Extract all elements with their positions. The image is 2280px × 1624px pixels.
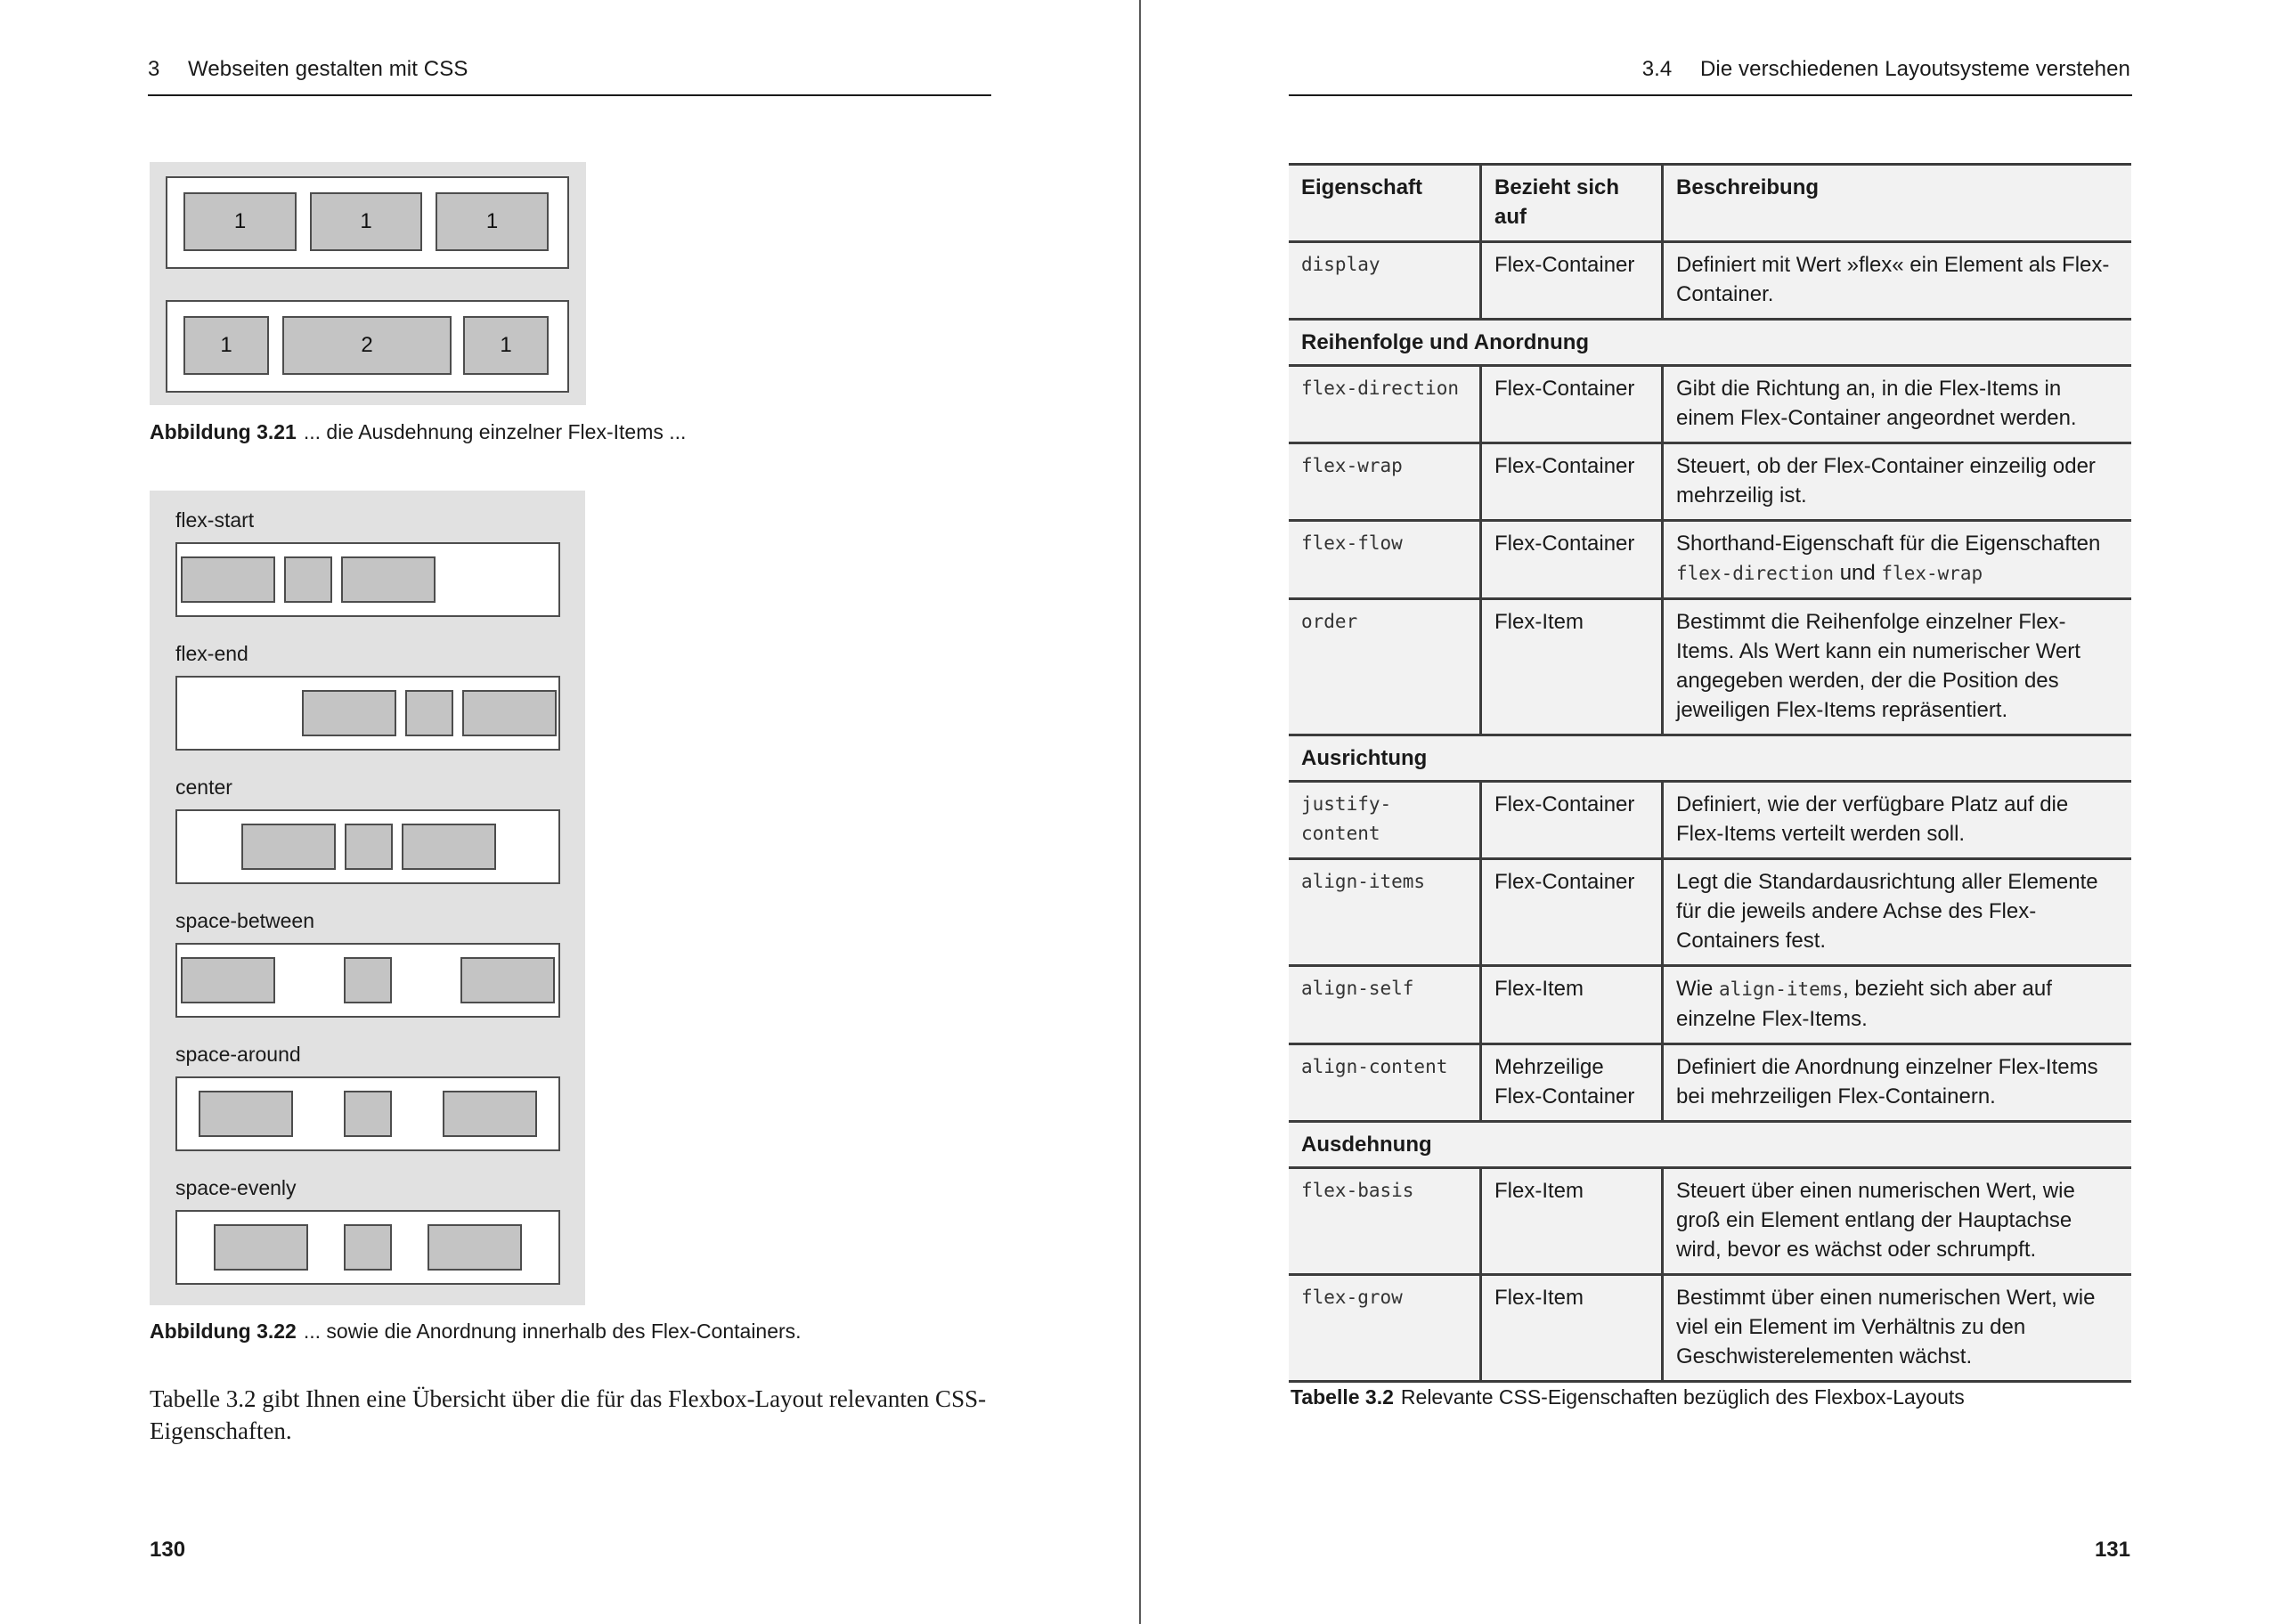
table-section-row [1289,735,2131,782]
applies-to-cell: Flex-Item [1481,1275,1663,1382]
table-row [1289,859,2131,966]
description-cell [1663,966,2132,1044]
page-number: 131 [2094,1538,2130,1562]
header-rule [1289,94,2132,96]
flex-container-mixed-grow [166,300,569,393]
flex-item: 1 [463,316,549,375]
section-title: Die verschiedenen Layoutsysteme verstehen [1699,57,2130,81]
property-cell: flex-flow [1289,521,1481,599]
table-row [1289,1168,2131,1275]
flex-item [402,824,496,870]
table-caption [1291,1385,1965,1409]
flex-item [302,690,396,736]
flex-container-space-evenly [175,1210,560,1285]
flex-item [460,957,555,1003]
table-header-row [1289,165,2131,242]
applies-to-cell: Flex-Container [1481,859,1663,966]
description-cell: Definiert, wie der verfügbare Platz auf die Flex-Items verteilt werden soll. [1663,782,2132,859]
applies-to-cell: Flex-Item [1481,966,1663,1044]
figure-caption-3-22 [150,1320,802,1344]
flex-container-space-around [175,1076,560,1151]
table-row [1289,599,2131,735]
property-cell: display [1289,242,1481,320]
column-header: Bezieht sich auf [1481,165,1663,242]
description-cell: Bestimmt über einen numerischen Wert, wie viel ein Element im Verhältnis zu den Geschwisterelementen wächst. [1663,1275,2132,1382]
property-cell: align-content [1289,1044,1481,1122]
flex-item: 1 [436,192,549,251]
header-rule [148,94,991,96]
description-text: , bezieht sich aber auf einzelne Flex-Items. [1676,977,2052,1031]
row-label: space-evenly [175,1176,297,1199]
table-row [1289,1275,2131,1382]
property-cell: align-items [1289,859,1481,966]
flex-item [462,690,557,736]
flex-container-flex-start [175,542,560,617]
description-cell: Definiert mit Wert »flex« ein Element als Flex-Container. [1663,242,2132,320]
flex-container-center [175,809,560,884]
table-row [1289,966,2131,1044]
flex-item [284,556,332,603]
description-text: Wie [1676,977,1714,1001]
right-page [1141,0,2280,1624]
page-number: 130 [150,1538,186,1562]
flex-item [214,1224,308,1271]
applies-to-cell: Mehrzeilige Flex-Container [1481,1044,1663,1122]
section-heading: Reihenfolge und Anordnung [1289,320,2131,366]
flex-item: 1 [310,192,422,251]
caption-label: Abbildung 3.22 [150,1320,297,1343]
chapter-title: Webseiten gestalten mit CSS [188,57,468,81]
table-row [1289,1044,2131,1122]
table-row [1289,782,2131,859]
figure-caption-3-21 [150,420,686,444]
description-cell: Bestimmt die Reihenfolge einzelner Flex-Items. Als Wert kann ein numerischer Wert angegeben werden, der die Position des jeweiligen Flex-Items repräsentiert. [1663,599,2132,735]
flex-item: 2 [282,316,452,375]
inline-code: align-items [1719,978,1844,1000]
flex-item [428,1224,522,1271]
table-section-row [1289,1122,2131,1168]
description-text: Shorthand-Eigenschaft für die Eigenschaften [1676,532,2101,556]
caption-text: Relevante CSS-Eigenschaften bezüglich des Flexbox-Layouts [1400,1385,1965,1409]
property-cell: justify-content [1289,782,1481,859]
description-cell [1663,521,2132,599]
table-row [1289,366,2131,443]
property-cell: flex-grow [1289,1275,1481,1382]
section-heading: Ausdehnung [1289,1122,2131,1168]
applies-to-cell: Flex-Item [1481,599,1663,735]
row-label: space-between [175,909,314,932]
column-header: Beschreibung [1663,165,2132,242]
applies-to-cell: Flex-Item [1481,1168,1663,1275]
flex-item [344,1224,392,1271]
description-cell: Legt die Standardausrichtung aller Elemente für die jeweils andere Achse des Flex-Containers fest. [1663,859,2132,966]
section-number: 3.4 [1641,57,1673,81]
body-line: Eigenschaften. [150,1417,292,1444]
flexbox-properties-table [1289,163,2131,1383]
property-cell: flex-direction [1289,366,1481,443]
flex-item [443,1091,537,1137]
flex-item [241,824,336,870]
flex-item [341,556,436,603]
flex-item [181,957,275,1003]
flex-item [345,824,393,870]
flex-item [405,690,453,736]
figure-3-22 [150,491,585,1305]
body-line: Tabelle 3.2 gibt Ihnen eine Übersicht über die für das Flexbox-Layout relevanten CSS- [150,1385,987,1412]
property-cell: flex-wrap [1289,443,1481,521]
table-section-row [1289,320,2131,366]
row-label: flex-start [175,508,255,532]
row-label: center [175,775,232,799]
table-row [1289,242,2131,320]
flex-item: 1 [183,316,269,375]
applies-to-cell: Flex-Container [1481,242,1663,320]
description-cell: Steuert, ob der Flex-Container einzeilig oder mehrzeilig ist. [1663,443,2132,521]
applies-to-cell: Flex-Container [1481,521,1663,599]
applies-to-cell: Flex-Container [1481,366,1663,443]
caption-text: ... sowie die Anordnung innerhalb des Flex-Containers. [303,1320,802,1343]
property-cell: order [1289,599,1481,735]
inline-code: flex-wrap [1881,563,1983,584]
flex-container-equal-grow [166,176,569,269]
row-label: flex-end [175,642,248,665]
row-label: space-around [175,1043,301,1066]
flex-item [344,957,392,1003]
column-header: Eigenschaft [1289,165,1481,242]
body-paragraph [150,1383,996,1447]
caption-label: Tabelle 3.2 [1291,1385,1394,1409]
section-heading: Ausrichtung [1289,735,2131,782]
figure-3-21 [150,162,586,405]
flex-item [344,1091,392,1137]
flex-container-space-between [175,943,560,1018]
applies-to-cell: Flex-Container [1481,782,1663,859]
flex-item: 1 [183,192,297,251]
property-cell: align-self [1289,966,1481,1044]
running-head-right [1642,57,2130,82]
applies-to-cell: Flex-Container [1481,443,1663,521]
description-text: und [1839,561,1876,585]
inline-code: flex-direction [1676,563,1835,584]
caption-text: ... die Ausdehnung einzelner Flex-Items ... [303,420,687,443]
flex-item [181,556,275,603]
left-page [0,0,1139,1624]
table-row [1289,443,2131,521]
property-cell: flex-basis [1289,1168,1481,1275]
running-head-left [148,57,468,82]
flex-container-flex-end [175,676,560,751]
table-row [1289,521,2131,599]
description-cell: Definiert die Anordnung einzelner Flex-Items bei mehrzeiligen Flex-Containern. [1663,1044,2132,1122]
caption-label: Abbildung 3.21 [150,420,297,443]
chapter-number: 3 [148,57,160,81]
description-cell: Steuert über einen numerischen Wert, wie groß ein Element entlang der Hauptachse wird, bevor es wächst oder schrumpft. [1663,1168,2132,1275]
description-cell: Gibt die Richtung an, in die Flex-Items in einem Flex-Container angeordnet werden. [1663,366,2132,443]
flex-item [199,1091,293,1137]
